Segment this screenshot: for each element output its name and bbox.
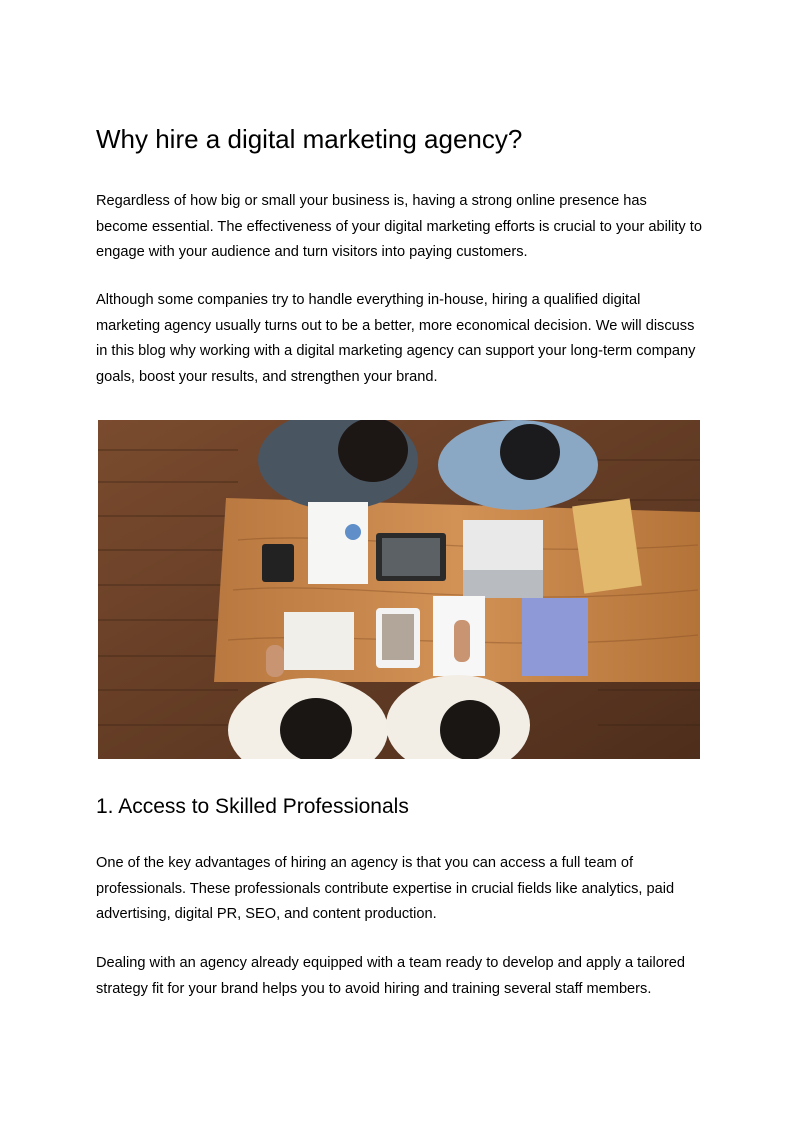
section-1-paragraph-2: Dealing with an agency already equipped with a team ready to develop and apply a tailored strategy fit for your brand helps you to avoid hiring and training several staff members. xyxy=(96,955,686,997)
section-1-paragraph-1: One of the key advantages of hiring an agency is that you can access a full team of professionals. These professionals contribute expertise in crucial fields like analytics, paid advertising, digital PR, SEO, and content production. xyxy=(96,855,675,922)
article-title: Why hire a digital marketing agency? xyxy=(96,124,523,154)
team-meeting-photo xyxy=(98,420,700,759)
section-1-heading: 1. Access to Skilled Professionals xyxy=(96,795,409,818)
intro-paragraph-2: Although some companies try to handle everything in-house, hiring a qualified digital marketing agency usually turns out to be a better, more economical decision. We will discuss in this blog why working with a digital marketing agency can support your long-term company goals, boost your results, and strengthen your brand. xyxy=(96,292,696,385)
intro-paragraph-1: Regardless of how big or small your business is, having a strong online presence has become essential. The effectiveness of your digital marketing efforts is crucial to your ability to engage with your audience and turn visitors into paying customers. xyxy=(96,193,702,260)
